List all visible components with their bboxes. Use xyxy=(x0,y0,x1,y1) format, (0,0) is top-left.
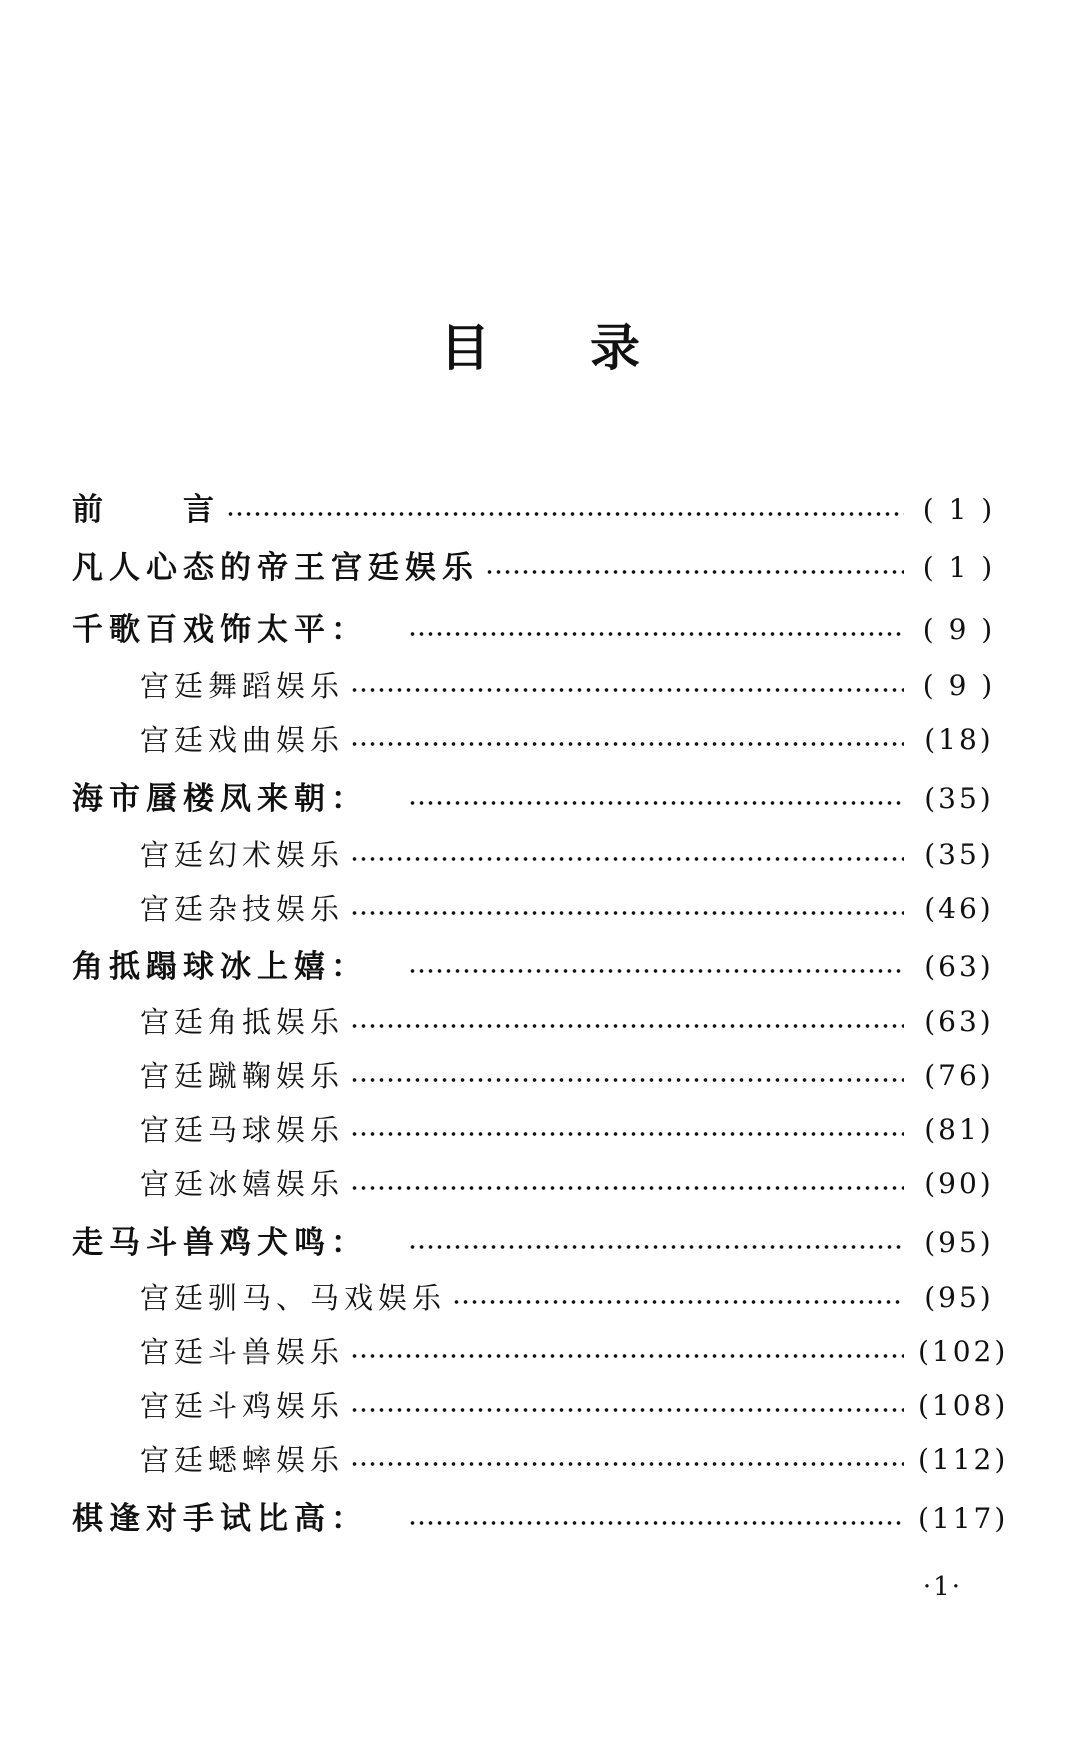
toc-entry-label: 宫廷角抵娱乐 xyxy=(140,1005,345,1039)
toc-entry-page: ( 9 ) xyxy=(922,613,996,646)
toc-entry-page: (46) xyxy=(924,892,994,925)
leader-dots xyxy=(350,856,904,862)
leader-dots xyxy=(350,687,904,693)
toc-entry xyxy=(72,1000,1000,1044)
toc-entry-page: (81) xyxy=(924,1113,994,1146)
toc-entry xyxy=(72,488,1000,532)
toc-entry-label: 宫廷驯马、马戏娱乐 xyxy=(140,1281,447,1315)
toc-entry-label: 棋逢对手试比高： xyxy=(72,1501,368,1537)
toc-entry-label: 宫廷马球娱乐 xyxy=(140,1113,345,1147)
leader-dots xyxy=(350,1023,904,1029)
toc-entry xyxy=(72,1438,1009,1482)
toc-entry xyxy=(72,945,1000,989)
toc-entry-page: (90) xyxy=(924,1167,994,1200)
leader-dots xyxy=(350,1185,904,1191)
toc-entry-page: (63) xyxy=(924,1005,994,1038)
toc-entry xyxy=(72,718,1000,762)
toc-entry-page: (35) xyxy=(924,838,994,871)
leader-dots xyxy=(350,1407,904,1413)
leader-dots xyxy=(408,1520,904,1526)
leader-dots xyxy=(408,1244,904,1250)
leader-dots xyxy=(408,800,904,806)
page-title xyxy=(0,318,1080,378)
toc-entry xyxy=(72,1162,1000,1206)
title-char-2: 录 xyxy=(590,318,640,377)
leader-dots xyxy=(350,910,904,916)
toc-entry-page: (112) xyxy=(918,1443,1009,1476)
toc-entry-page: (95) xyxy=(924,1281,994,1314)
toc-entry-page: (117) xyxy=(918,1502,1009,1535)
toc-entry-page: ( 9 ) xyxy=(922,669,996,702)
leader-dots xyxy=(350,741,904,747)
toc-entry-label: 前 言 xyxy=(72,492,220,528)
toc-entry xyxy=(72,608,1000,652)
toc-entry-label: 千歌百戏饰太平： xyxy=(72,612,368,648)
toc-entry-page: ( 1 ) xyxy=(922,493,996,526)
leader-dots xyxy=(350,1077,904,1083)
toc-entry-label: 宫廷蟋蟀娱乐 xyxy=(140,1443,345,1477)
toc-entry xyxy=(72,546,1000,590)
toc-entry xyxy=(72,833,1000,877)
page-number: ·1· xyxy=(922,1572,962,1602)
toc-entry-label: 走马斗兽鸡犬鸣： xyxy=(72,1225,368,1261)
toc-entry-label: 宫廷舞蹈娱乐 xyxy=(140,669,345,703)
toc-entry-page: (63) xyxy=(924,950,994,983)
toc-entry-label: 宫廷戏曲娱乐 xyxy=(140,723,345,757)
toc-entry-page: (95) xyxy=(924,1226,994,1259)
leader-dots xyxy=(408,631,904,637)
toc-entry-label: 角抵蹋球冰上嬉： xyxy=(72,949,368,985)
leader-dots xyxy=(408,968,904,974)
leader-dots xyxy=(452,1299,904,1305)
toc-entry xyxy=(72,1054,1000,1098)
title-char-1: 目 xyxy=(440,318,490,377)
toc-entry xyxy=(72,1384,1009,1428)
toc-entry xyxy=(72,1497,1009,1541)
leader-dots xyxy=(350,1353,904,1359)
toc-entry xyxy=(72,664,1000,708)
leader-dots xyxy=(350,1131,904,1137)
toc-entry-label: 宫廷斗兽娱乐 xyxy=(140,1335,345,1369)
toc-entry-page: (35) xyxy=(924,782,994,815)
toc-entry-label: 宫廷蹴鞠娱乐 xyxy=(140,1059,345,1093)
toc-entry xyxy=(72,1108,1000,1152)
toc-entry-label: 宫廷斗鸡娱乐 xyxy=(140,1389,345,1423)
leader-dots xyxy=(350,1461,904,1467)
toc-entry-page: (102) xyxy=(918,1335,1009,1368)
toc-entry-label: 宫廷杂技娱乐 xyxy=(140,892,345,926)
toc-entry-label: 宫廷冰嬉娱乐 xyxy=(140,1167,345,1201)
leader-dots xyxy=(226,511,904,517)
toc-entry-label: 宫廷幻术娱乐 xyxy=(140,838,345,872)
toc-entry-label: 海市蜃楼凤来朝： xyxy=(72,781,368,817)
toc-entry xyxy=(72,887,1000,931)
toc-entry-page: (18) xyxy=(924,723,994,756)
toc-entry xyxy=(72,1330,1009,1374)
toc-entry xyxy=(72,777,1000,821)
toc-entry-label: 凡人心态的帝王宫廷娱乐 xyxy=(72,550,479,586)
toc-entry xyxy=(72,1276,1000,1320)
toc-entry xyxy=(72,1221,1000,1265)
toc-entry-page: ( 1 ) xyxy=(922,551,996,584)
toc-entry-page: (76) xyxy=(924,1059,994,1092)
page-footer xyxy=(0,1572,1080,1602)
toc-entry-page: (108) xyxy=(918,1389,1009,1422)
leader-dots xyxy=(485,569,904,575)
